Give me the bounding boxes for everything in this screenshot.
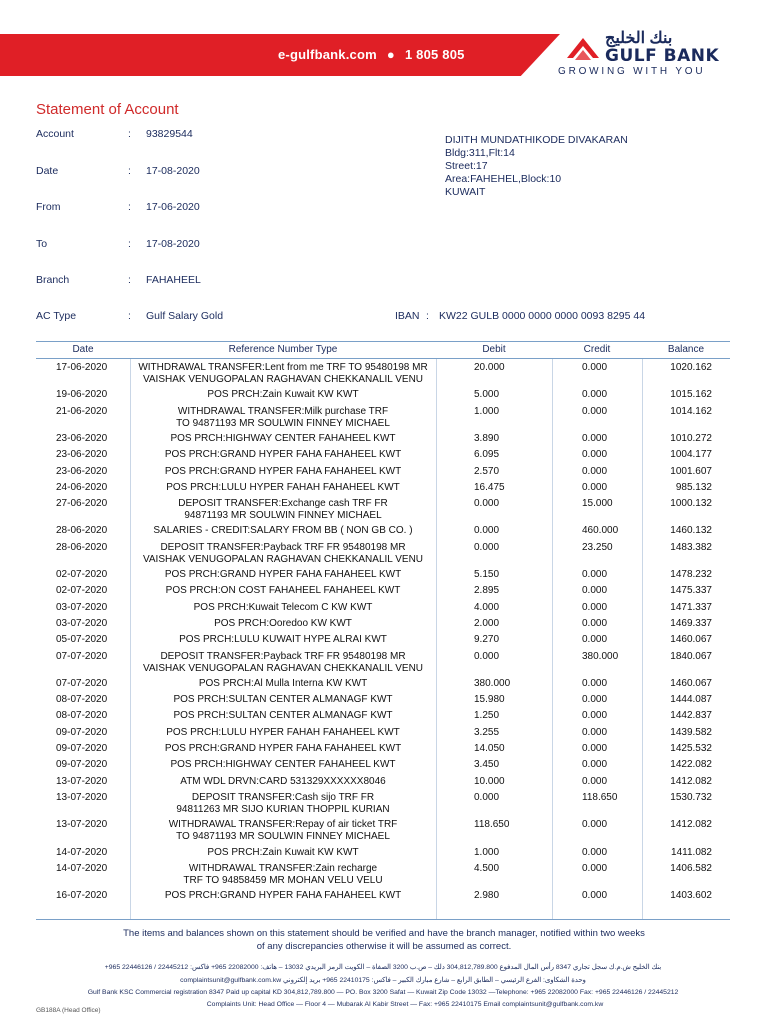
- table-header: [36, 341, 730, 359]
- cell-balance: 1406.582: [670, 862, 712, 874]
- cell-balance: 1442.837: [670, 710, 712, 722]
- cell-reference: WITHDRAWAL TRANSFER:Milk purchase TRF TO 94871193 MR SOULWIN FINNEY MICHAEL: [176, 405, 390, 429]
- cell-date: 09-07-2020: [56, 743, 108, 754]
- address-line: Street:17: [445, 160, 488, 172]
- cell-balance: 1469.337: [670, 617, 712, 629]
- customer-address: [445, 134, 628, 199]
- header-contact: [278, 47, 465, 62]
- cell-reference: POS PRCH:Zain Kuwait KW KWT: [207, 389, 359, 401]
- cell-reference: POS PRCH:ON COST FAHAHEEL FAHAHEEL KWT: [165, 585, 401, 597]
- footer-english-line: Complaints Unit: Head Office — Floor 4 — Mubarak Al Kabir Street — Fax: +965 22410175 Email complaintsunit@gulfbank.com.kw: [206, 1001, 604, 1008]
- cell-date: 28-06-2020: [56, 525, 108, 537]
- cell-date: 02-07-2020: [56, 569, 108, 580]
- cell-credit: 0.000: [582, 759, 608, 771]
- cell-date: 19-06-2020: [56, 389, 108, 401]
- cell-debit: 2.000: [474, 617, 500, 629]
- cell-reference: DEPOSIT TRANSFER:Cash sijo TRF FR 94811263 MR SIJO KURIAN THOPPIL KURIAN: [176, 791, 390, 815]
- cell-credit: 118.650: [582, 791, 618, 803]
- cell-date: 14-07-2020: [56, 846, 108, 858]
- cell-credit: 0.000: [582, 677, 608, 689]
- page-title: Statement of Account: [36, 101, 179, 118]
- cell-date: 05-07-2020: [56, 634, 108, 646]
- cell-debit: 1.000: [474, 846, 500, 858]
- address-line: Bldg:311,Flt:14: [445, 147, 515, 159]
- cell-balance: 1422.082: [670, 759, 712, 771]
- cell-date: 16-07-2020: [56, 890, 108, 902]
- cell-credit: 0.000: [582, 710, 608, 722]
- cell-date: 23-06-2020: [56, 432, 108, 444]
- cell-date: 09-07-2020: [56, 759, 108, 771]
- cell-balance: 1439.582: [670, 726, 712, 738]
- colon: :: [128, 128, 131, 140]
- col-header-credit: Credit: [583, 344, 611, 355]
- cell-balance: 985.132: [675, 481, 712, 493]
- cell-debit: 0.000: [474, 791, 500, 803]
- cell-debit: 16.475: [474, 481, 505, 493]
- cell-reference: DEPOSIT TRANSFER:Payback TRF FR 95480198 MR VAISHAK VENUGOPALAN RAGHAVAN CHEKKANALIL VENU: [142, 541, 424, 565]
- bank-name-arabic: بنك الخليج: [605, 30, 673, 47]
- from-date: 17-06-2020: [146, 201, 200, 213]
- cell-balance: 1014.162: [670, 405, 712, 417]
- cell-balance: 1460.067: [670, 677, 712, 689]
- cell-credit: 0.000: [582, 890, 608, 902]
- col-header-balance: Balance: [667, 344, 705, 355]
- cell-debit: 2.570: [474, 465, 500, 477]
- gulf-bank-logo: [555, 28, 765, 80]
- colon: :: [128, 165, 131, 177]
- cell-credit: 0.000: [582, 862, 608, 874]
- actype-label: AC Type: [36, 310, 77, 322]
- cell-reference: WITHDRAWAL TRANSFER:Zain recharge TRF TO 94858459 MR MOHAN VELU VELU: [183, 862, 383, 886]
- cell-credit: 0.000: [582, 585, 608, 597]
- cell-reference: WITHDRAWAL TRANSFER:Lent from me TRF TO 95480198 MR VAISHAK VENUGOPALAN RAGHAVAN CHEKKANALIL VENU: [138, 362, 428, 385]
- disclaimer-line: The items and balances shown on this statement should be verified and have the branch manager, notified within two weeks: [123, 928, 645, 939]
- cell-date: 28-06-2020: [56, 541, 108, 553]
- phone-number: 1 805 805: [404, 47, 465, 62]
- cell-debit: 14.050: [474, 743, 505, 754]
- iban-number: KW22 GULB 0000 0000 0000 0093 8295 44: [439, 310, 646, 322]
- cell-debit: 4.000: [474, 601, 500, 613]
- cell-balance: 1530.732: [670, 791, 712, 803]
- cell-debit: 3.450: [474, 759, 500, 771]
- cell-date: 03-07-2020: [56, 601, 108, 613]
- date-label: Date: [36, 165, 59, 177]
- cell-balance: 1478.232: [670, 569, 712, 580]
- cell-reference: POS PRCH:LULU KUWAIT HYPE ALRAI KWT: [179, 634, 387, 646]
- cell-reference: DEPOSIT TRANSFER:Payback TRF FR 95480198 MR VAISHAK VENUGOPALAN RAGHAVAN CHEKKANALIL VENU: [142, 650, 424, 674]
- cell-date: 23-06-2020: [56, 465, 108, 477]
- cell-credit: 460.000: [582, 525, 619, 537]
- cell-debit: 380.000: [474, 677, 511, 689]
- form-code: GB188A (Head Office): [36, 1007, 101, 1014]
- cell-debit: 0.000: [474, 541, 500, 553]
- cell-credit: 0.000: [582, 743, 608, 754]
- bank-tagline: GROWING WITH YOU: [558, 66, 706, 77]
- footer-arabic-line: وحدة الشكاوى: الفرع الرئيسي – الطابق الرابع – شارع مبارك الكبير – فاكس: 22410175 965+ بريد إلكتروني complaintsunit@gulfbank.com.kw: [180, 977, 586, 984]
- cell-debit: 6.095: [474, 449, 500, 461]
- cell-balance: 1460.132: [670, 525, 712, 537]
- cell-reference: WITHDRAWAL TRANSFER:Repay of air ticket TRF TO 94871193 MR SOULWIN FINNEY MICHAEL: [168, 819, 398, 843]
- col-header-ref: Reference Number Type: [228, 344, 338, 355]
- cell-debit: 20.000: [474, 362, 505, 373]
- cell-credit: 23.250: [582, 541, 613, 553]
- colon: :: [128, 238, 131, 250]
- cell-reference: POS PRCH:HIGHWAY CENTER FAHAHEEL KWT: [170, 432, 396, 444]
- cell-debit: 3.890: [474, 432, 500, 444]
- bank-name-english: GULF BANK: [605, 46, 720, 66]
- cell-date: 24-06-2020: [56, 481, 108, 493]
- cell-balance: 1840.067: [670, 650, 712, 662]
- cell-credit: 0.000: [582, 449, 608, 461]
- to-date: 17-08-2020: [146, 238, 200, 250]
- cell-debit: 15.980: [474, 694, 505, 706]
- cell-credit: 0.000: [582, 819, 608, 831]
- cell-reference: POS PRCH:GRAND HYPER FAHA FAHAHEEL KWT: [164, 743, 402, 754]
- cell-reference: POS PRCH:GRAND HYPER FAHA FAHAHEEL KWT: [164, 890, 402, 902]
- cell-balance: 1001.607: [670, 465, 712, 477]
- cell-credit: 0.000: [582, 634, 608, 646]
- cell-credit: 0.000: [582, 694, 608, 706]
- cell-balance: 1483.382: [670, 541, 712, 553]
- cell-reference: SALARIES - CREDIT:SALARY FROM BB ( NON GB CO. ): [153, 525, 413, 537]
- colon: :: [128, 310, 131, 322]
- address-line: Area:FAHEHEL,Block:10: [445, 173, 562, 185]
- cell-date: 03-07-2020: [56, 617, 108, 629]
- table-body: [36, 359, 730, 920]
- customer-name: DIJITH MUNDATHIKODE DIVAKARAN: [445, 134, 628, 146]
- cell-credit: 0.000: [582, 465, 608, 477]
- cell-debit: 118.650: [474, 819, 510, 831]
- colon: :: [128, 274, 131, 286]
- cell-debit: 5.150: [474, 569, 500, 580]
- cell-date: 23-06-2020: [56, 449, 108, 461]
- branch-name: FAHAHEEL: [146, 274, 201, 286]
- cell-date: 07-07-2020: [56, 650, 108, 662]
- iban-label: IBAN: [395, 310, 420, 322]
- from-label: From: [36, 201, 61, 213]
- cell-balance: 1020.162: [670, 362, 712, 373]
- cell-date: 14-07-2020: [56, 862, 108, 874]
- statement-date: 17-08-2020: [146, 165, 200, 177]
- cell-balance: 1403.602: [670, 890, 712, 902]
- cell-date: 07-07-2020: [56, 677, 108, 689]
- website-link[interactable]: e-gulfbank.com: [278, 47, 377, 62]
- cell-debit: 5.000: [474, 389, 500, 401]
- cell-reference: DEPOSIT TRANSFER:Exchange cash TRF FR 94871193 MR SOULWIN FINNEY MICHAEL: [178, 498, 388, 522]
- cell-balance: 1000.132: [670, 498, 712, 510]
- cell-date: 27-06-2020: [56, 498, 108, 510]
- cell-debit: 9.270: [474, 634, 500, 646]
- colon: :: [426, 310, 429, 322]
- cell-balance: 1460.067: [670, 634, 712, 646]
- cell-reference: POS PRCH:Al Mulla Interna KW KWT: [198, 677, 368, 689]
- cell-credit: 380.000: [582, 650, 619, 662]
- cell-balance: 1475.337: [670, 585, 712, 597]
- cell-balance: 1004.177: [670, 449, 712, 461]
- col-header-date: Date: [72, 344, 94, 355]
- footer-arabic-line: بنك الخليج ش.م.ك سجل تجاري 8347 رأس المال المدفوع 304,812,789.800 دلك – ص.ب 3200 الصفاة – الكويت الرمز البريدي 13032 – هاتف: 22082000 965+ فاكس: 22445212 / 22446126 965+: [104, 964, 662, 971]
- separator-dot: ●: [386, 47, 395, 62]
- colon: :: [128, 201, 131, 213]
- cell-debit: 3.255: [474, 726, 500, 738]
- to-label: To: [36, 238, 48, 250]
- cell-reference: ATM WDL DRVN:CARD 531329XXXXXX8046: [180, 775, 386, 787]
- cell-date: 13-07-2020: [56, 791, 108, 803]
- cell-debit: 4.500: [474, 862, 500, 874]
- cell-reference: POS PRCH:LULU HYPER FAHAH FAHAHEEL KWT: [166, 481, 400, 493]
- cell-debit: 1.250: [474, 710, 500, 722]
- cell-credit: 0.000: [582, 432, 608, 444]
- cell-balance: 1412.082: [670, 775, 712, 787]
- cell-debit: 10.000: [474, 775, 505, 787]
- cell-credit: 0.000: [582, 775, 608, 787]
- header-band: [0, 0, 768, 80]
- cell-debit: 1.000: [474, 405, 500, 417]
- cell-credit: 0.000: [582, 846, 608, 858]
- cell-debit: 0.000: [474, 650, 500, 662]
- branch-label: Branch: [36, 274, 70, 286]
- cell-balance: 1444.087: [670, 694, 712, 706]
- cell-balance: 1425.532: [670, 743, 712, 754]
- cell-reference: POS PRCH:SULTAN CENTER ALMANAGF KWT: [173, 710, 393, 722]
- cell-balance: 1471.337: [670, 601, 712, 613]
- bank-logo-icon: [563, 32, 603, 64]
- cell-reference: POS PRCH:Kuwait Telecom C KW KWT: [193, 601, 373, 613]
- col-header-debit: Debit: [482, 344, 506, 355]
- account-number: 93829544: [146, 128, 193, 140]
- address-line: KUWAIT: [445, 186, 486, 198]
- cell-date: 09-07-2020: [56, 726, 108, 738]
- footer-disclaimer: [0, 927, 768, 953]
- cell-reference: POS PRCH:Ooredoo KW KWT: [214, 617, 352, 629]
- cell-debit: 0.000: [474, 525, 500, 537]
- cell-reference: POS PRCH:Zain Kuwait KW KWT: [207, 846, 359, 858]
- cell-reference: POS PRCH:LULU HYPER FAHAH FAHAHEEL KWT: [166, 726, 400, 738]
- cell-reference: POS PRCH:SULTAN CENTER ALMANAGF KWT: [173, 694, 393, 706]
- transactions-table: [36, 341, 730, 920]
- cell-credit: 0.000: [582, 389, 608, 401]
- account-type: Gulf Salary Gold: [146, 310, 224, 322]
- cell-reference: POS PRCH:GRAND HYPER FAHA FAHAHEEL KWT: [164, 569, 402, 580]
- account-label: Account: [36, 128, 74, 140]
- cell-balance: 1015.162: [670, 389, 712, 401]
- cell-date: 17-06-2020: [56, 362, 108, 373]
- cell-debit: 2.980: [474, 890, 500, 902]
- cell-balance: 1010.272: [670, 432, 712, 444]
- cell-date: 08-07-2020: [56, 710, 108, 722]
- cell-credit: 0.000: [582, 726, 608, 738]
- cell-date: 21-06-2020: [56, 405, 108, 417]
- cell-balance: 1412.082: [670, 819, 712, 831]
- cell-reference: POS PRCH:GRAND HYPER FAHA FAHAHEEL KWT: [164, 449, 402, 461]
- cell-credit: 0.000: [582, 569, 608, 580]
- cell-credit: 0.000: [582, 601, 608, 613]
- cell-date: 02-07-2020: [56, 585, 108, 597]
- cell-reference: POS PRCH:HIGHWAY CENTER FAHAHEEL KWT: [170, 759, 396, 771]
- footer-english-line: Gulf Bank KSC Commercial registration 8347 Paid up capital KD 304,812,789.800 — PO. Box 3200 Safat — Kuwait Zip Code 13032 —Telephone: +965 22082000 Fax: +965 22446126 / 22445212: [87, 989, 679, 996]
- cell-debit: 2.895: [474, 585, 500, 597]
- cell-date: 08-07-2020: [56, 694, 108, 706]
- cell-credit: 0.000: [582, 481, 608, 493]
- cell-balance: 1411.082: [671, 846, 712, 858]
- cell-date: 13-07-2020: [56, 775, 108, 787]
- cell-credit: 0.000: [582, 617, 608, 629]
- cell-date: 13-07-2020: [56, 819, 108, 831]
- cell-reference: POS PRCH:GRAND HYPER FAHA FAHAHEEL KWT: [164, 465, 402, 477]
- cell-credit: 15.000: [582, 498, 613, 510]
- cell-credit: 0.000: [582, 362, 608, 373]
- disclaimer-line: of any discrepancies otherwise it will be assumed as correct.: [256, 941, 512, 952]
- cell-credit: 0.000: [582, 405, 608, 417]
- cell-debit: 0.000: [474, 498, 500, 510]
